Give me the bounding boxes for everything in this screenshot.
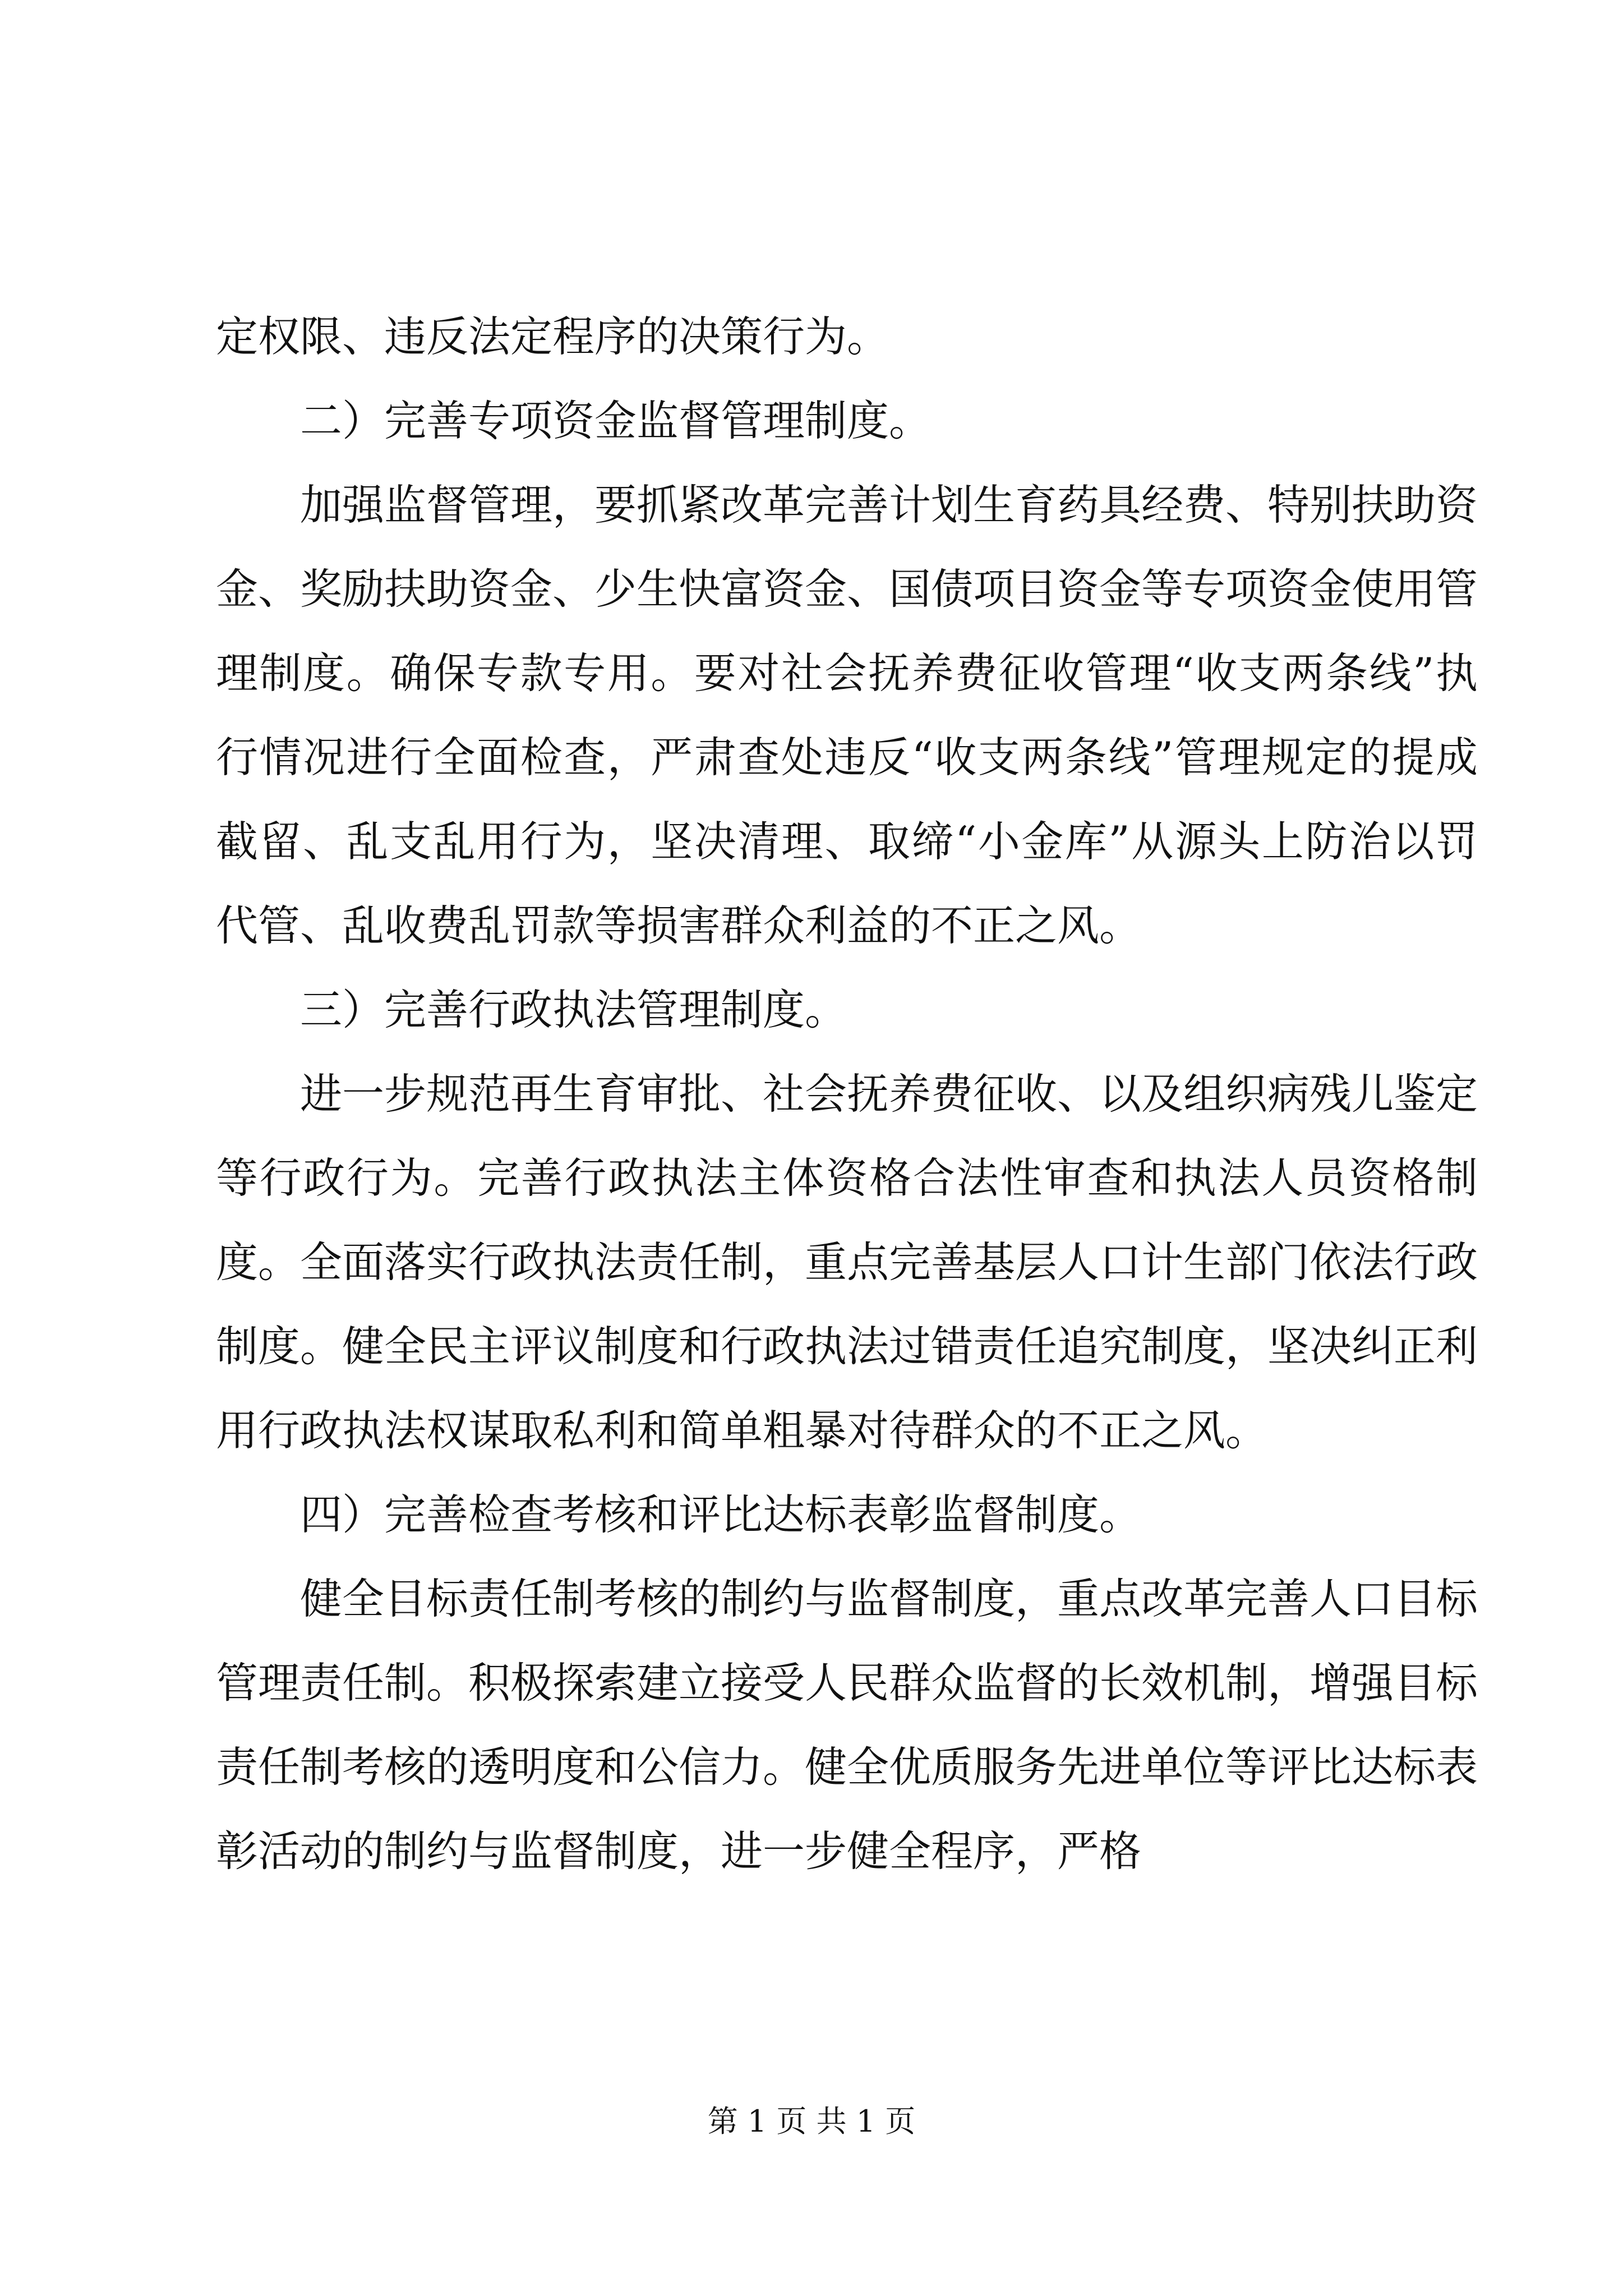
body-text [216, 295, 1478, 1893]
page-footer: 第 1 页 共 1 页 [707, 2104, 916, 2139]
section-heading-4: 四）完善检查考核和评比达标表彰监督制度。 [300, 1490, 1142, 1539]
section-heading-2: 二）完善专项资金监督管理制度。 [300, 396, 932, 445]
paragraph-continuation: 定权限、违反法定程序的决策行为。 [216, 312, 889, 361]
paragraph-administrative-enforcement: 进一步规范再生育审批、社会抚养费征收、以及组织病残儿鉴定等行政行为。完善行政执法主体资格合法性审查和执法人员资格制度。全面落实行政执法责任制，重点完善基层人口计生部门依法行政制度。健全民主评议制度和行政执法过错责任追究制度，坚决纠正利用行政执法权谋取私利和简单粗暴对待群众的不正之风。 [216, 1069, 1478, 1455]
paragraph-special-funds: 加强监督管理，要抓紧改革完善计划生育药具经费、特别扶助资金、奖励扶助资金、少生快富资金、国债项目资金等专项资金使用管理制度。确保专款专用。要对社会抚养费征收管理“收支两条线”执行情况进行全面检查，严肃查处违反“收支两条线”管理规定的提成截留、乱支乱用行为，坚决清理、取缔“小金库”从源头上防治以罚代管、乱收费乱罚款等损害群众利益的不正之风。 [216, 480, 1478, 950]
section-heading-3: 三）完善行政执法管理制度。 [300, 985, 847, 1034]
paragraph-assessment-supervision: 健全目标责任制考核的制约与监督制度，重点改革完善人口目标管理责任制。积极探索建立接受人民群众监督的长效机制，增强目标责任制考核的透明度和公信力。健全优质服务先进单位等评比达标表彰活动的制约与监督制度，进一步健全程序，严格 [216, 1574, 1478, 1876]
